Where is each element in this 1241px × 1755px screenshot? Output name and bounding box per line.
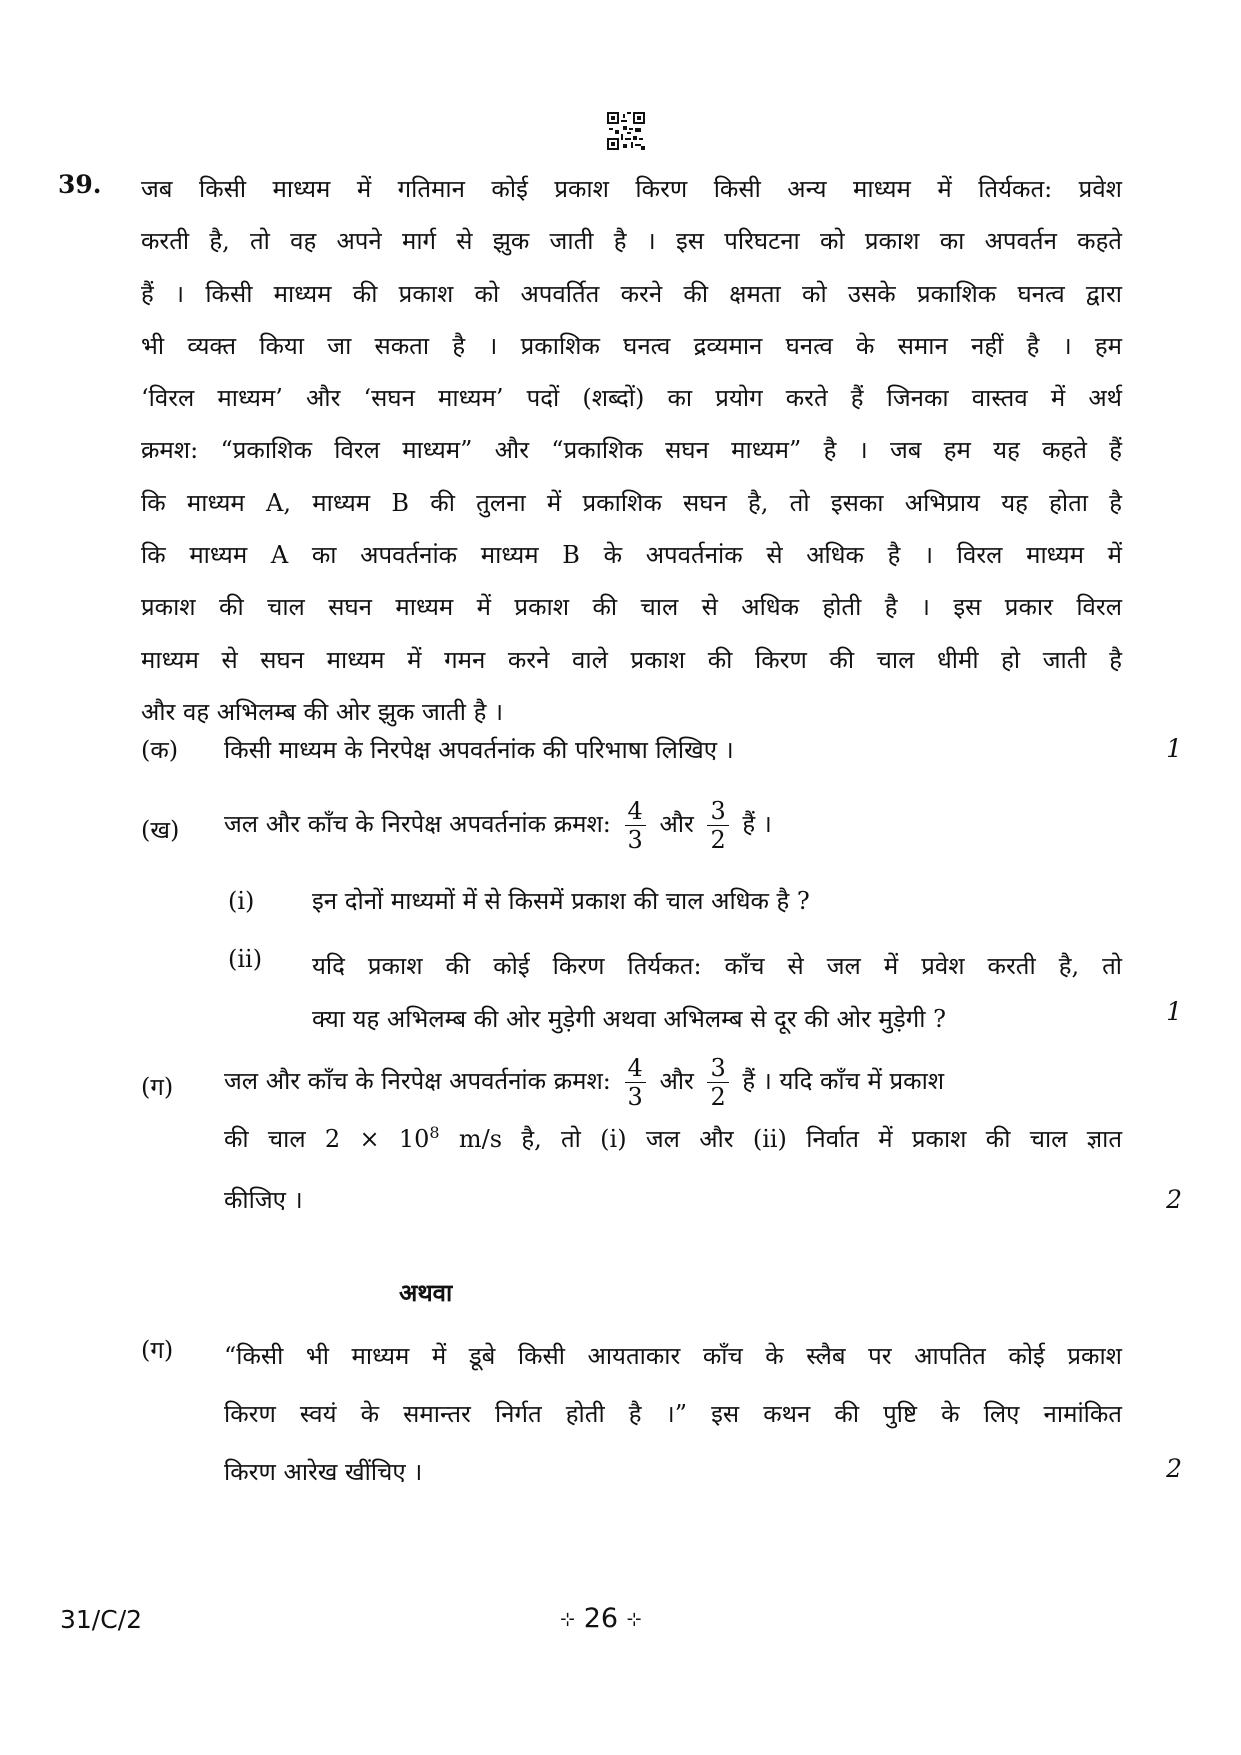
question-passage <box>141 163 1122 738</box>
qr-code-icon <box>607 112 645 150</box>
passage-line: कि माध्यम A, माध्यम B की तुलना में प्रकाशिक सघन है, तो इसका अभिप्राय यह होता है <box>141 488 1122 517</box>
passage-line: कि माध्यम A का अपवर्तनांक माध्यम B के अपवर्तनांक से अधिक है । विरल माध्यम में <box>141 541 1122 570</box>
part-kha-ii-line: यदि प्रकाश की कोई किरण तिर्यकत: काँच से जल में प्रवेश करती है, तो <box>312 952 1122 980</box>
part-ga-marks: 2 <box>1166 1185 1182 1214</box>
page-number-value: 26 <box>583 1603 619 1634</box>
part-kha-text-and: और <box>659 810 694 838</box>
part-ga-line2 <box>224 1122 1122 1155</box>
part-ga-line2-b: m/s है, तो (i) जल और (ii) निर्वात में प्रकाश की चाल ज्ञात <box>439 1125 1122 1153</box>
part-kha-i-text: इन दोनों माध्यमों में से किसमें प्रकाश की चाल अधिक है ? <box>312 887 810 915</box>
ornament-icon: ⊹ <box>626 1609 642 1630</box>
part-ga-line2-a: की चाल 2 × 10 <box>224 1125 430 1153</box>
part-kha-i-label: (i) <box>228 887 255 915</box>
passage-line: प्रकाश की चाल सघन माध्यम में प्रकाश की चाल से अधिक होती है । इस प्रकार विरल <box>141 593 1122 622</box>
part-kha-marks: 1 <box>1166 997 1182 1026</box>
part-ga-text-before: जल और काँच के निरपेक्ष अपवर्तनांक क्रमश: <box>224 1067 611 1095</box>
fraction-numerator: 3 <box>707 797 728 826</box>
question-number: 39. <box>58 170 102 199</box>
part-ga-alt-line: किरण स्वयं के समान्तर निर्गत होती है ।” इस कथन की पुष्टि के लिए नामांकित <box>224 1400 1122 1428</box>
passage-line: क्रमश: “प्रकाशिक विरल माध्यम” और “प्रकाशिक सघन माध्यम” है । जब हम यह कहते हैं <box>141 436 1122 465</box>
fraction-denominator: 3 <box>627 826 643 854</box>
fraction-numerator: 3 <box>707 1054 728 1083</box>
part-kha-ii-text <box>312 940 1122 1046</box>
passage-line: करती है, तो वह अपने मार्ग से झुक जाती है । इस परिघटना को प्रकाश का अपवर्तन कहते <box>141 227 1122 256</box>
part-ga-line3: कीजिए । <box>224 1186 303 1214</box>
fraction-denominator: 2 <box>710 1083 726 1111</box>
part-kha-label: (ख) <box>141 816 180 844</box>
passage-line: भी व्यक्त किया जा सकता है । प्रकाशिक घनत्व द्रव्यमान घनत्व के समान नहीं है । हम <box>141 331 1122 360</box>
fraction-4-3 <box>625 1054 646 1111</box>
part-ka-text: किसी माध्यम के निरपेक्ष अपवर्तनांक की परिभाषा लिखिए । <box>224 736 734 764</box>
part-ga-alt-line: किरण आरेख खींचिए । <box>224 1458 423 1486</box>
paper-code: 31/C/2 <box>60 1605 143 1634</box>
fraction-numerator: 4 <box>625 1054 646 1083</box>
part-ga-alt-line: “किसी भी माध्यम में डूबे किसी आयताकार काँच के स्लैब पर आपतित कोई प्रकाश <box>224 1342 1122 1370</box>
page-number <box>560 1603 642 1634</box>
part-ga-exponent: 8 <box>429 1123 440 1142</box>
part-kha-ii-label: (ii) <box>228 945 263 973</box>
part-kha-text-before: जल और काँच के निरपेक्ष अपवर्तनांक क्रमश: <box>224 810 611 838</box>
or-heading: अथवा <box>399 1278 453 1307</box>
part-ga-text-and: और <box>659 1067 694 1095</box>
part-ga-alt-marks: 2 <box>1166 1454 1182 1483</box>
fraction-3-2 <box>707 797 728 854</box>
fraction-numerator: 4 <box>625 797 646 826</box>
part-ga-alt-label: (ग) <box>141 1336 174 1364</box>
passage-line: ‘विरल माध्यम’ और ‘सघन माध्यम’ पदों (शब्दों) का प्रयोग करते हैं जिनका वास्तव में अर्थ <box>141 384 1122 413</box>
fraction-denominator: 2 <box>710 826 726 854</box>
part-ka-label: (क) <box>141 736 179 764</box>
passage-line: माध्यम से सघन माध्यम में गमन करने वाले प्रकाश की किरण की चाल धीमी हो जाती है <box>141 645 1122 674</box>
part-ka-marks: 1 <box>1166 734 1182 763</box>
part-ga-speed-line <box>224 1122 1122 1155</box>
part-kha-statement <box>224 797 772 854</box>
ornament-icon: ⊹ <box>560 1609 576 1630</box>
part-kha-ii-line: क्या यह अभिलम्ब की ओर मुड़ेगी अथवा अभिलम्ब से दूर की ओर मुड़ेगी ? <box>312 1005 946 1033</box>
part-ga-text-after: हैं । यदि काँच में प्रकाश <box>742 1067 945 1095</box>
fraction-3-2 <box>707 1054 728 1111</box>
part-ga-alt-text <box>224 1327 1122 1501</box>
part-ga-line1 <box>224 1054 944 1111</box>
passage-line: और वह अभिलम्ब की ओर झुक जाती है । <box>141 697 504 726</box>
part-kha-text-after: हैं । <box>742 810 772 838</box>
fraction-denominator: 3 <box>627 1083 643 1111</box>
passage-line: जब किसी माध्यम में गतिमान कोई प्रकाश किरण किसी अन्य माध्यम में तिर्यकत: प्रवेश <box>141 175 1122 203</box>
passage-line: हैं । किसी माध्यम की प्रकाश को अपवर्तित करने की क्षमता को उसके प्रकाशिक घनत्व द्वारा <box>141 279 1122 308</box>
part-ga-label: (ग) <box>141 1073 174 1101</box>
fraction-4-3 <box>625 797 646 854</box>
